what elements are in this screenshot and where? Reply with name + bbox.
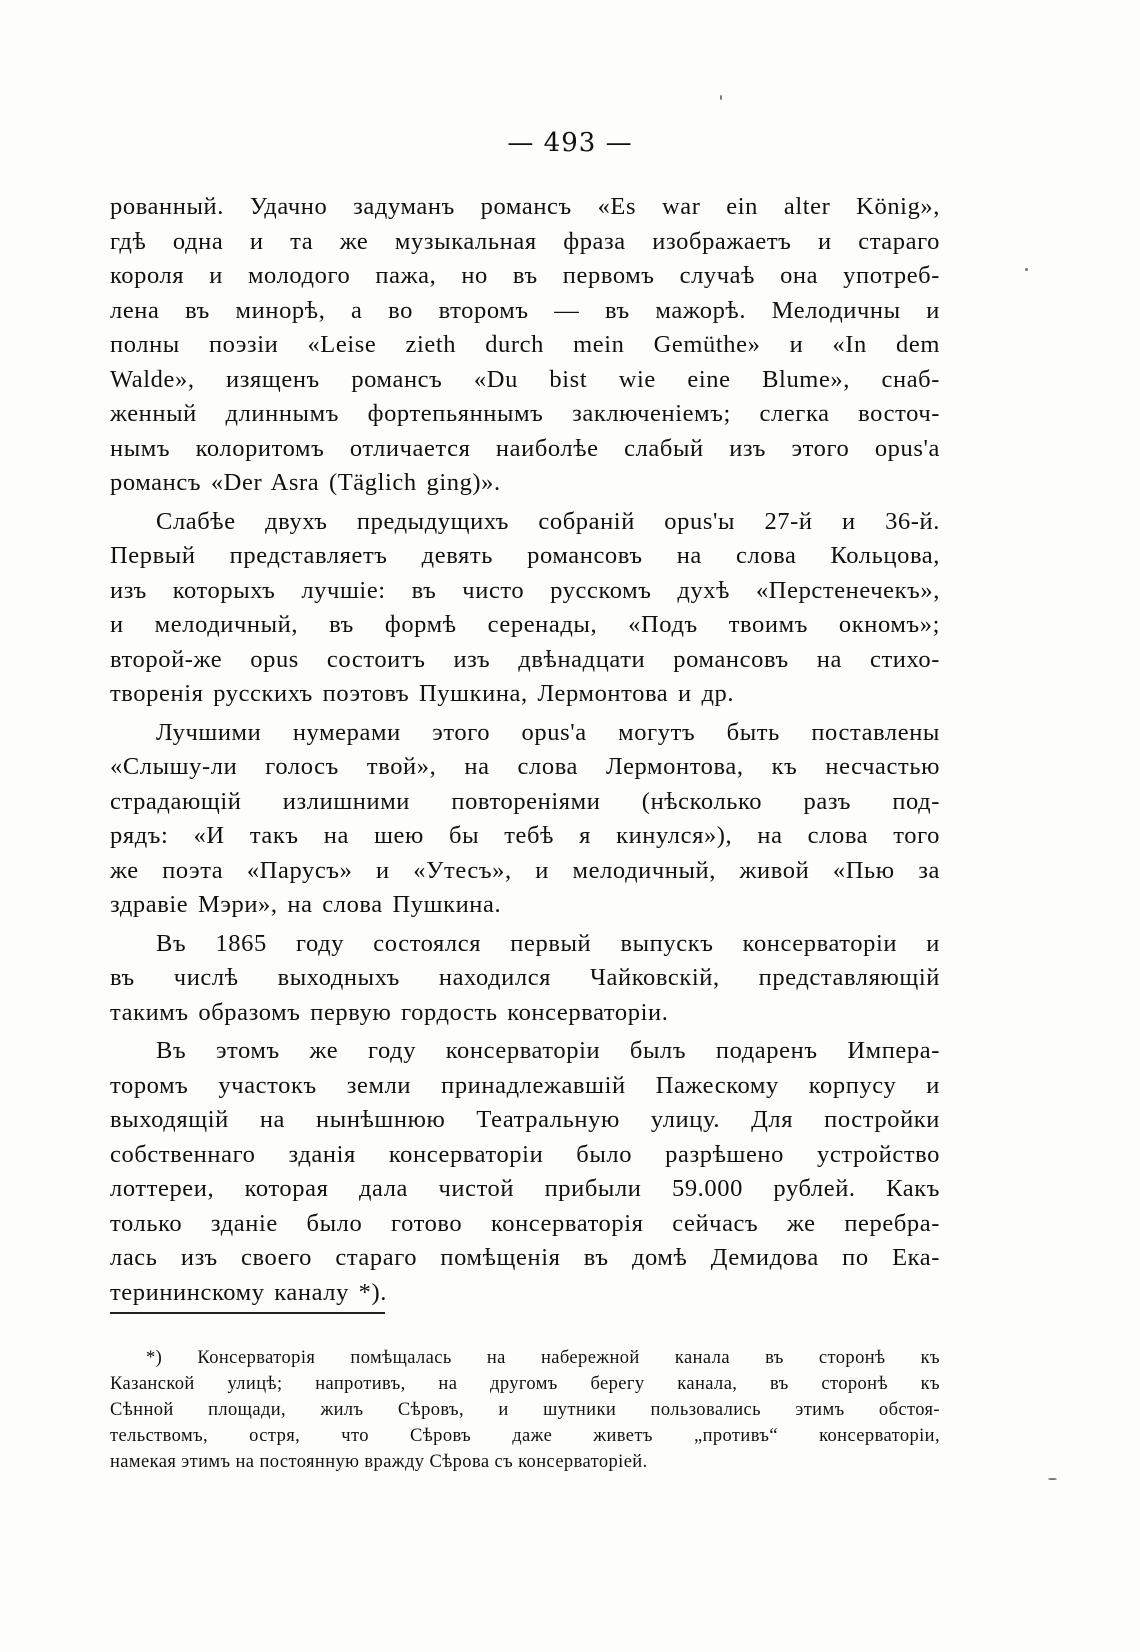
text-line: такимъ образомъ первую гордость консерваторіи. [110,998,669,1026]
text-line: полны поэзіи «Leise zieth durch mein Gemüthe» и «In dem [110,331,940,358]
text-line: Walde», изященъ романсъ «Du bist wie eine Blume», снаб- [110,365,940,393]
paragraph [110,190,940,501]
scan-speck [1025,268,1028,271]
text-line: выходящій на нынѣшнюю Театральную улицу. Для постройки [110,1106,940,1133]
text-line: Слабѣе двухъ предыдущихъ собраній opus'ы 27-й и 36-й. [156,507,940,535]
footnote-line: тельствомъ, остря, что Сѣровъ даже живетъ „противъ“ консерваторіи, [110,1426,940,1446]
text-line: страдающій излишними повтореніями (нѣсколько разъ под- [110,787,940,815]
scan-speck [1048,1478,1057,1480]
scan-speck [720,95,722,100]
footnote-line: Казанской улицѣ; напротивъ, на другомъ берегу канала, въ сторонѣ къ [110,1374,940,1394]
paragraph [110,927,940,1031]
text-line: лась изъ своего стараго помѣщенія въ домѣ Демидова по Ека- [110,1244,940,1271]
footnote-line: *) Консерваторія помѣщалась на набережной канала въ сторонѣ къ [146,1348,940,1368]
paragraph [110,716,940,923]
text-line: здравіе Мэри», на слова Пушкина. [110,891,502,918]
footnote-line: Сѣнной площади, жилъ Сѣровъ, и шутники пользовались этимъ обстоя- [110,1400,940,1420]
text-line: рядъ: «И такъ на шею бы тебѣ я кинулся»), на слова того [110,822,940,849]
footnote-divider [110,1312,385,1314]
text-line: Въ этомъ же году консерваторіи былъ подаренъ Импера- [156,1037,940,1064]
text-line: «Слышу-ли голосъ твой», на слова Лермонтова, къ несчастью [110,753,940,780]
footnote-line: намекая этимъ на постоянную вражду Сѣрова съ консерваторіей. [110,1452,648,1472]
text-line: Первый представляетъ девять романсовъ на слова Кольцова, [110,542,940,569]
text-line: лена въ минорѣ, а во второмъ — въ мажорѣ. Мелодичны и [110,296,940,324]
text-line: женный длиннымъ фортепьяннымъ заключеніемъ; слегка восточ- [110,400,940,427]
footnote [110,1345,940,1475]
main-text [110,190,940,1310]
text-line: рованный. Удачно задуманъ романсъ «Es war ein alter König», [110,193,940,220]
page-number: — 493 — [507,128,633,158]
text-line: терининскому каналу *). [110,1278,388,1306]
text-line: Въ 1865 году состоялся первый выпускъ консерваторіи и [156,929,940,957]
text-line: и мелодичный, въ формѣ серенады, «Подъ твоимъ окномъ»; [110,611,940,638]
text-line: собственнаго зданія консерваторіи было разрѣшено устройство [110,1140,940,1168]
text-line: творенія русскихъ поэтовъ Пушкина, Лермонтова и др. [110,680,735,707]
text-line: романсъ «Der Asra (Täglich ging)». [110,469,501,496]
text-line: изъ которыхъ лучшіе: въ чисто русскомъ духѣ «Перстенечекъ», [110,576,940,604]
text-line: торомъ участокъ земли принадлежавшій Пажескому корпусу и [110,1071,940,1099]
text-line: гдѣ одна и та же музыкальная фраза изображаетъ и стараго [110,227,940,255]
text-line: Лучшими нумерами этого opus'a могутъ быть поставлены [156,718,940,746]
text-line: только зданіе было готово консерваторія сейчасъ же перебра- [110,1209,940,1237]
paragraph [110,1034,940,1310]
text-line: же поэта «Парусъ» и «Утесъ», и мелодичный, живой «Пью за [110,856,940,884]
text-line: короля и молодого пажа, но въ первомъ случаѣ она употреб- [110,262,940,289]
text-line: второй-же opus состоитъ изъ двѣнадцати романсовъ на стихо- [110,645,940,673]
paragraph [110,505,940,712]
text-line: нымъ колоритомъ отличается наиболѣе слабый изъ этого opus'a [110,434,940,462]
text-line: въ числѣ выходныхъ находился Чайковскій, представляющій [110,964,940,991]
text-line: лоттереи, которая дала чистой прибыли 59.000 рублей. Какъ [110,1175,940,1202]
